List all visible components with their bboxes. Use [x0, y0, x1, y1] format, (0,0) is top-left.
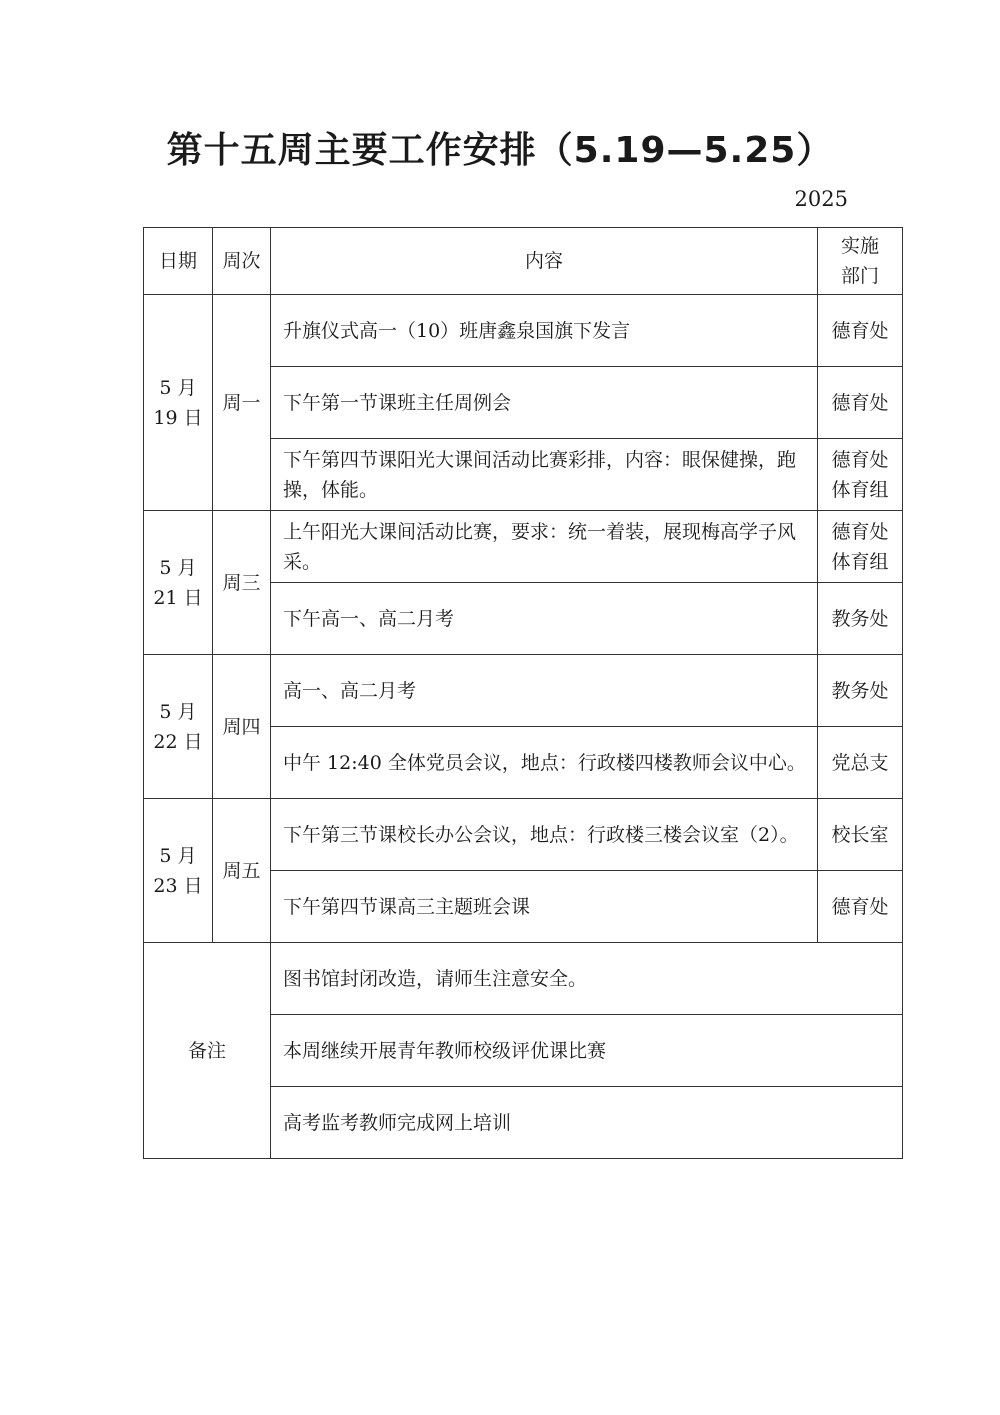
header-weekday: 周次 [213, 228, 271, 295]
remarks-row [144, 943, 903, 1015]
weekday-cell: 周四 [213, 655, 271, 799]
content-cell: 下午第四节课阳光大课间活动比赛彩排，内容：眼保健操，跑操，体能。 [271, 439, 818, 511]
weekday-cell: 周一 [213, 295, 271, 511]
page-title: 第十五周主要工作安排（5.19—5.25） [166, 130, 834, 171]
weekday-cell: 周三 [213, 511, 271, 655]
remarks-label: 备注 [144, 943, 271, 1159]
content-cell: 中午 12:40 全体党员会议，地点：行政楼四楼教师会议中心。 [271, 727, 818, 799]
content-cell: 高一、高二月考 [271, 655, 818, 727]
remark-item: 图书馆封闭改造，请师生注意安全。 [271, 943, 903, 1015]
content-cell: 下午第四节课高三主题班会课 [271, 871, 818, 943]
remark-item: 高考监考教师完成网上培训 [271, 1087, 903, 1159]
dept-cell: 德育处 [818, 367, 903, 439]
table-row [144, 799, 903, 871]
year-label: 2025 [794, 187, 848, 211]
schedule-table [143, 227, 903, 1159]
table-row [144, 295, 903, 367]
weekday-cell: 周五 [213, 799, 271, 943]
remark-item: 本周继续开展青年教师校级评优课比赛 [271, 1015, 903, 1087]
table-row [144, 655, 903, 727]
dept-cell: 教务处 [818, 655, 903, 727]
dept-cell: 德育处 [818, 295, 903, 367]
date-cell: 5 月 23 日 [144, 799, 213, 943]
header-dept: 实施 部门 [818, 228, 903, 295]
dept-cell: 德育处 体育组 [818, 511, 903, 583]
dept-cell: 德育处 [818, 871, 903, 943]
content-cell: 下午高一、高二月考 [271, 583, 818, 655]
dept-cell: 校长室 [818, 799, 903, 871]
header-row [144, 228, 903, 295]
dept-cell: 教务处 [818, 583, 903, 655]
content-cell: 下午第一节课班主任周例会 [271, 367, 818, 439]
date-cell: 5 月 21 日 [144, 511, 213, 655]
header-date: 日期 [144, 228, 213, 295]
content-cell: 升旗仪式高一（10）班唐鑫泉国旗下发言 [271, 295, 818, 367]
content-cell: 下午第三节课校长办公会议，地点：行政楼三楼会议室（2）。 [271, 799, 818, 871]
header-content: 内容 [271, 228, 818, 295]
dept-cell: 德育处 体育组 [818, 439, 903, 511]
dept-cell: 党总支 [818, 727, 903, 799]
table-row [144, 511, 903, 583]
content-cell: 上午阳光大课间活动比赛，要求：统一着装，展现梅高学子风采。 [271, 511, 818, 583]
date-cell: 5 月 22 日 [144, 655, 213, 799]
date-cell: 5 月 19 日 [144, 295, 213, 511]
